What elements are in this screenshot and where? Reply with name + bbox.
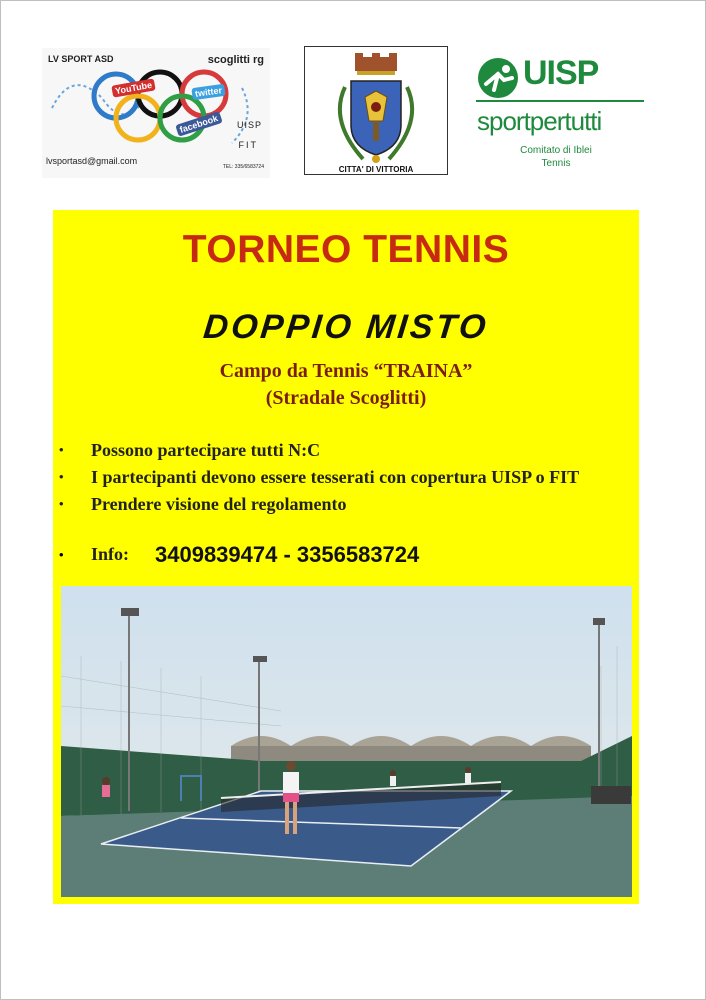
rules-list bbox=[53, 438, 639, 519]
lv-sport-town: scoglitti rg bbox=[207, 54, 264, 66]
list-item: • Possono partecipare tutti N:C bbox=[59, 440, 321, 460]
lv-sport-uisp: UISP bbox=[236, 120, 262, 130]
twitter-icon: twitter bbox=[191, 84, 225, 100]
lv-sport-logo bbox=[42, 48, 270, 178]
uisp-divider bbox=[476, 100, 644, 102]
list-item: • Prendere visione del regolamento bbox=[59, 494, 347, 514]
coat-of-arms-icon bbox=[305, 47, 447, 174]
uisp-committee bbox=[476, 144, 636, 170]
facebook-icon: facebook bbox=[175, 111, 222, 136]
venue-name: Campo da Tennis “TRAINA” bbox=[219, 360, 473, 382]
bullet-icon: • bbox=[59, 547, 64, 562]
bullet-icon: • bbox=[59, 469, 64, 484]
lv-sport-name: LV SPORT ASD bbox=[48, 54, 114, 64]
lv-sport-tel: TEL: 335/6583724 bbox=[222, 164, 264, 170]
youtube-icon: YouTube bbox=[111, 78, 156, 97]
poster-subtitle: DOPPIO MISTO bbox=[201, 308, 491, 346]
uisp-committee-line-1: Comitato di Iblei bbox=[520, 145, 592, 156]
list-item: • I partecipanti devono essere tesserati con copertura UISP o FIT bbox=[59, 467, 580, 487]
uisp-runner-icon bbox=[476, 56, 522, 100]
uisp-tagline: sportpertutti bbox=[477, 106, 602, 136]
lv-sport-fit: FIT bbox=[238, 140, 258, 150]
tournament-poster bbox=[53, 210, 639, 904]
uisp-committee-line-2: Tennis bbox=[541, 158, 571, 169]
bullet-icon: • bbox=[59, 442, 64, 457]
venue-address: (Stradale Scoglitti) bbox=[265, 387, 427, 409]
venue bbox=[53, 358, 639, 412]
bullet-icon: • bbox=[59, 496, 64, 511]
uisp-wordmark: UISP bbox=[523, 54, 599, 92]
city-crest-label: CITTA' DI VITTORIA bbox=[338, 165, 414, 174]
info-label: Info: bbox=[91, 544, 130, 564]
poster-title: TORNEO TENNIS bbox=[182, 228, 510, 271]
city-crest-logo bbox=[304, 46, 448, 175]
tennis-court-photo bbox=[61, 586, 632, 897]
lv-sport-email: lvsportasd@gmail.com bbox=[46, 156, 138, 166]
info-phone-numbers[interactable]: 3409839474 - 3356583724 bbox=[155, 542, 420, 567]
uisp-logo bbox=[476, 56, 651, 176]
